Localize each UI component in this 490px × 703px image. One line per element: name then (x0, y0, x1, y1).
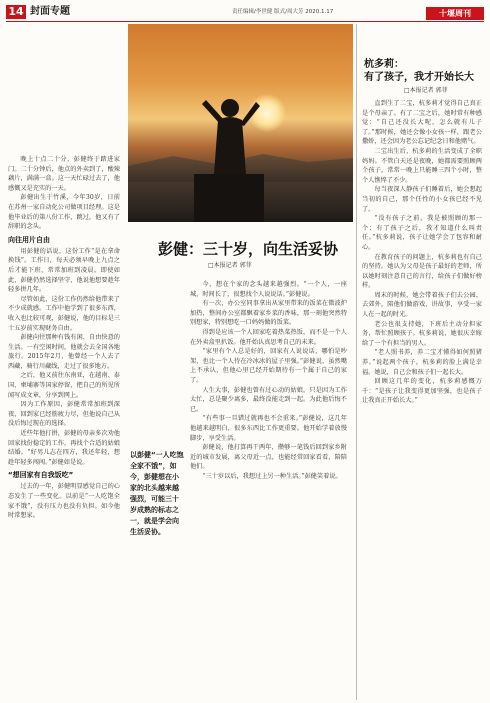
page-header (0, 0, 490, 22)
main-photo (128, 24, 353, 222)
paragraph: 直到生了二宝，杭多莉才觉得自己真正是个母亲了。有了二宝之后，她时常有种感觉：“自己还没长大呢，怎么就有儿子了。”那时候，她还会像小女孩一样，跟老公撒娇，还会因为老公忘记纪念日和他赌气。 (362, 100, 482, 146)
article-column-2 (190, 280, 347, 700)
subheading: 向往用片自由 (8, 235, 50, 244)
paragraph: 因为工作原因，彭健常常加班到深夜，回到家已经筋疲力尽，但他说自己从没后悔过现在的选择。 (8, 401, 120, 428)
masthead-logo: 十堰周刊 (426, 7, 484, 20)
sidebar-article-body (362, 99, 482, 699)
paragraph: “有些事一旦错过就再也不会重来。”彭健说，这几年他越来越明白，很多东西比工作更重要。他开始学着放慢脚步，享受生活。 (190, 415, 347, 442)
header-rule (6, 21, 484, 22)
article-title: 彭健：三十岁，向生活妥协 (158, 240, 339, 258)
paragraph: 彭健说，他打算再干两年，攒够一笔钱后回到家乡附近的城市发展，离父母近一点，也能经常回家看看，陪陪他们。 (190, 444, 347, 471)
paragraph: 彭健向往那种有钱有闲、自由快意的生活。一有空闲时间，他就会去全国各地旅行。2015年2月，他曾经一个人去了西藏，骑行川藏线，走过了很多地方。 (8, 334, 120, 370)
paragraph: 今，想在个家的念头越来越强烈。“一个人，一座城，时间长了，很想找个人说说话。”彭健说。 (190, 281, 347, 298)
paragraph: “没有孩子之前，我是被照顾的那一个；有了孩子之后，我才知道什么叫责任。”杭多莉说，孩子让她学会了包容和耐心。 (362, 215, 482, 251)
column-divider (356, 24, 357, 700)
paragraph: 有一次，办公室同事拿出从家里带来的饭菜在微波炉加热，整间办公室都飘着家乡菜的香味，那一刻他突然特别想家，特别想吃一口妈妈做的饭菜。 (190, 300, 347, 327)
paragraph: “家里有个人总是好的，回家有人说说话，哪怕是吵架，也比一个人待在冷冰冰的屋子里强。”彭健说，虽然嘴上不承认，但他心里已经开始期待有一个属于自己的家了。 (190, 348, 347, 384)
paragraph: 老公也很支持她，下班后主动分担家务，帮忙照顾孩子。杭多莉说，她很庆幸嫁给了一个有担当的男人。 (362, 320, 482, 347)
paragraph: 每当夜深人静孩子们睡着后，她会想起当初的自己，那个任性的小女孩已经不见了。 (362, 186, 482, 213)
paragraph: 晚上十点二十分，彭健终于踏进家门。二十分钟后，他点的外卖到了，酸辣藕片，满满一盒。这一天忙碌过去了，他感慨又是充实的一天。 (8, 156, 120, 192)
paragraph: 用彭健的话说，这份工作“是在拿命换钱”。工作日，每天必须早晚上九点之后才能下班，常常加班到凌晨。即使如此，彭健仍然选择坚守，他说他想要趁年轻多拼几年。 (8, 247, 120, 294)
person-silhouette (194, 84, 264, 222)
section-title: 封面专题 (30, 6, 70, 17)
pull-quote: 以彭健“一人吃饱全家不饿”，如今，彭健想在小家的北头越来越强烈，可能三十岁成熟的标志之一，就是学会向生活妥协。 (130, 451, 184, 536)
paragraph: 近些年他打拼，彭健的母亲多次劝他回家找份稳定的工作，再找个合适的姑娘结婚。“好男儿志在四方，我还年轻，想趁年轻多闯闯。”彭健如是说。 (8, 430, 120, 466)
sidebar-article-title-line2: 有了孩子，我才开始长大 (364, 72, 474, 83)
paragraph: 在教育孩子的问题上，杭多莉也有自己的坚持。她认为父母是孩子最好的老师，所以她时刻注意自己的言行，给孩子们做好榜样。 (362, 253, 482, 290)
paragraph: 之后，他又前往东南亚，在越南、泰国、柬埔寨等国家停留，把自己的所见所闻写成文章，分享到网上。 (8, 372, 120, 399)
article-column-1 (8, 155, 120, 700)
paragraph: 彭健出生于竹溪，今年30岁，日前在苏州一家自动化公司做项目经理。这是他毕业后的第八份工作，跳过，他又有了辞职的念头。 (8, 194, 120, 231)
paragraph: 回顾这几年的变化，杭多莉感慨万千：“是孩子让我变得更加坚强，也是孩子让我真正开始长大。” (362, 378, 482, 405)
paragraph: 人生大事，彭健也曾有过心动的姑娘，只是因为工作太忙，总是聚少离多，最终没能走到一起。为此他后悔不已。 (190, 386, 347, 413)
subheading: “想回家有自我饭吃” (8, 471, 74, 480)
paragraph: “三十岁以后，我想过上另一种生活。”彭健笑着说。 (202, 472, 342, 480)
paragraph: “老人照书养，养二宝才懂得如何照猪养。”说起两个孩子，杭多莉的脸上满是幸福。她说，自己会和孩子们一起长大。 (362, 349, 482, 376)
paragraph: 周末的时候，她会带着孩子们去公园、去郊外，陪他们做游戏、讲故事，享受一家人在一起的时光。 (362, 291, 482, 319)
paragraph: 得到是应该一个人回家吃着热菜热饭，而不是一个人在外卖盒里扒饭。他开始认真思考自己的未来。 (190, 328, 347, 346)
article-byline: □本报记者 郭菲 (208, 262, 252, 269)
paragraph: 过去的一年，彭健明显感觉自己的心态发生了一些变化。以前是“一人吃饱全家不饿”，没有压力也没有负担。如今他时常想家。 (8, 483, 120, 520)
paragraph: 二宝出生后，杭多莉的生活变成了全职妈妈。不管白天还是夜晚，她都需要照顾两个孩子，常常一晚上只能睡三四个小时，整个人憔悴了不少。 (362, 147, 482, 184)
paragraph: 尽管如此，这份工作仍然给他带来了不少成就感。工作中他学到了很多东西，收入也比较可观，彭健说，他的目标是三十五岁前实现财务自由。 (8, 295, 120, 332)
sidebar-article-byline: □本报记者 郭菲 (404, 87, 448, 94)
editor-credits: 责任编辑/李世健 版式/周大芳 2020.1.17 (232, 9, 334, 15)
sidebar-article-title-line1: 杭多莉： (364, 59, 404, 70)
page-number: 14 (6, 5, 26, 19)
